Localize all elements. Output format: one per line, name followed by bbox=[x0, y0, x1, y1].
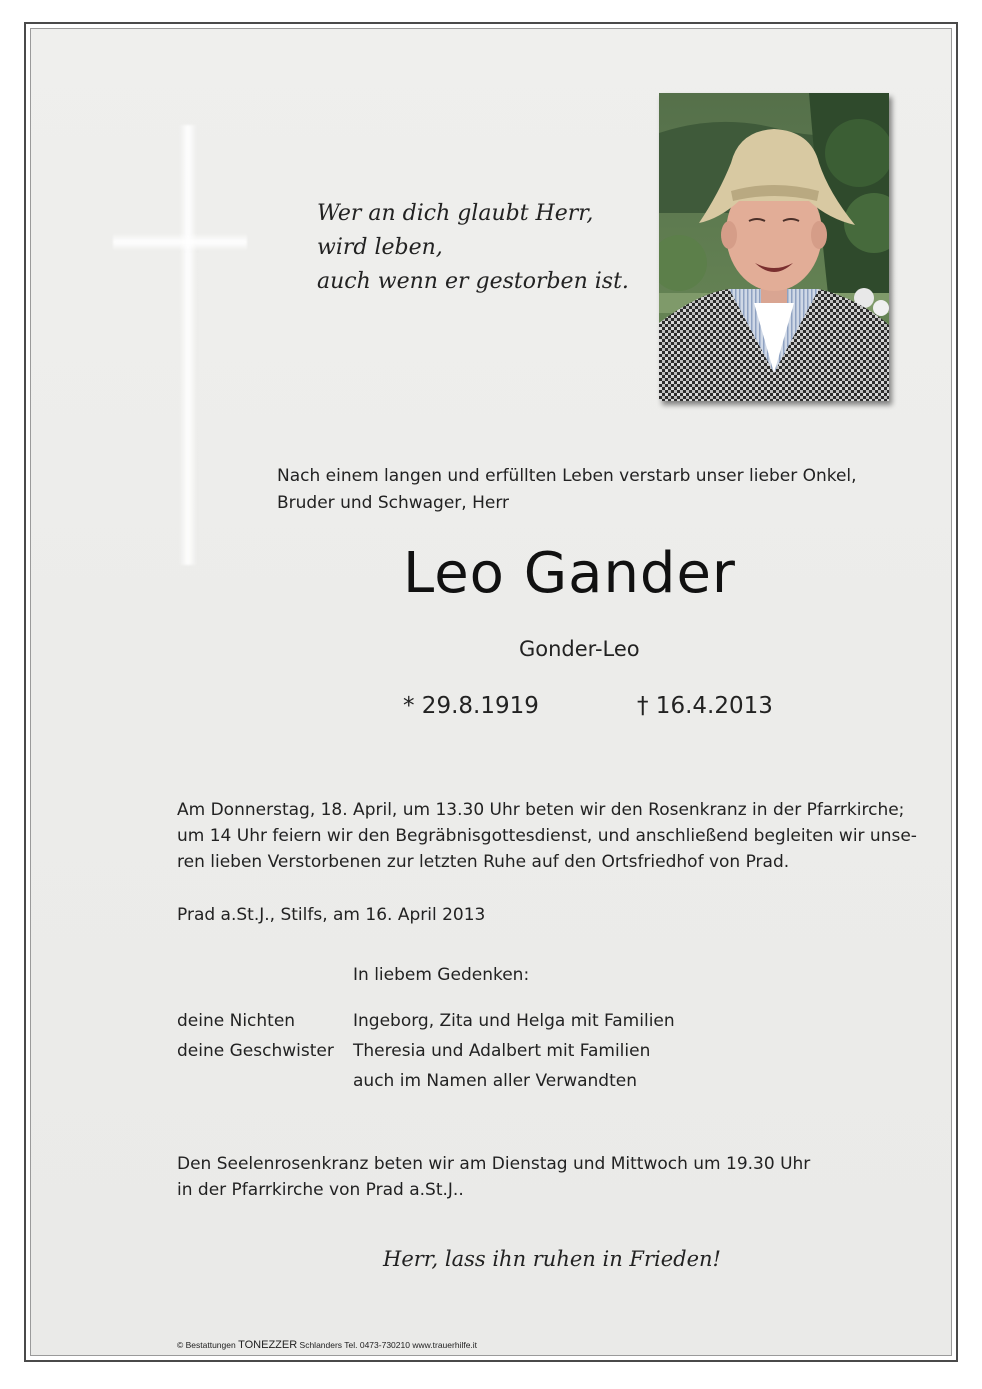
closing-prayer: Herr, lass ihn ruhen in Frieden! bbox=[383, 1247, 721, 1271]
footer-credit bbox=[177, 1339, 477, 1351]
portrait-photo bbox=[659, 93, 889, 401]
mourner-relation: deine Nichten bbox=[177, 1011, 296, 1031]
page-border bbox=[24, 22, 958, 1362]
footer-brand: TONEZZER bbox=[238, 1339, 298, 1351]
death-date: † 16.4.2013 bbox=[637, 693, 773, 719]
footer-prefix: © Bestattungen bbox=[177, 1340, 239, 1350]
cross-icon-vertical bbox=[179, 125, 197, 565]
funeral-details bbox=[177, 797, 917, 875]
verse-line: Wer an dich glaubt Herr, bbox=[317, 201, 594, 226]
rosary-line: Den Seelenrosenkranz beten wir am Dienstag und Mittwoch um 19.30 Uhr bbox=[177, 1154, 811, 1174]
deceased-nickname: Gonder-Leo bbox=[519, 637, 640, 661]
birth-date: * 29.8.1919 bbox=[403, 693, 539, 719]
rosary-line: in der Pfarrkirche von Prad a.St.J.. bbox=[177, 1180, 464, 1200]
cross-icon-horizontal bbox=[113, 233, 247, 251]
verse-line: wird leben, bbox=[317, 235, 443, 260]
mourner-names: Theresia und Adalbert mit Familien bbox=[353, 1041, 651, 1061]
deceased-name: Leo Gander bbox=[403, 541, 736, 606]
place-and-date: Prad a.St.J., Stilfs, am 16. April 2013 bbox=[177, 905, 486, 925]
bible-verse bbox=[317, 197, 629, 299]
funeral-line: ren lieben Verstorbenen zur letzten Ruhe auf den Ortsfriedhof von Prad. bbox=[177, 852, 790, 872]
intro-line: Nach einem langen und erfüllten Leben verstarb unser lieber Onkel, bbox=[277, 466, 857, 486]
intro-text bbox=[277, 463, 857, 517]
funeral-line: um 14 Uhr feiern wir den Begräbnisgottesdienst, und anschließend begleiten wir unse- bbox=[177, 826, 917, 846]
rosary-notice bbox=[177, 1151, 810, 1203]
intro-line: Bruder und Schwager, Herr bbox=[277, 493, 510, 513]
mourner-relation: deine Geschwister bbox=[177, 1041, 334, 1061]
obituary-card bbox=[30, 28, 952, 1356]
funeral-line: Am Donnerstag, 18. April, um 13.30 Uhr beten wir den Rosenkranz in der Pfarrkirche; bbox=[177, 800, 905, 820]
verse-line: auch wenn er gestorben ist. bbox=[317, 269, 629, 294]
mourner-names: Ingeborg, Zita und Helga mit Familien bbox=[353, 1011, 675, 1031]
mourner-names: auch im Namen aller Verwandten bbox=[353, 1071, 637, 1091]
footer-location: Schlanders Tel. 0473-730210 www.trauerhilfe.it bbox=[297, 1340, 478, 1350]
memory-heading: In liebem Gedenken: bbox=[353, 965, 530, 985]
